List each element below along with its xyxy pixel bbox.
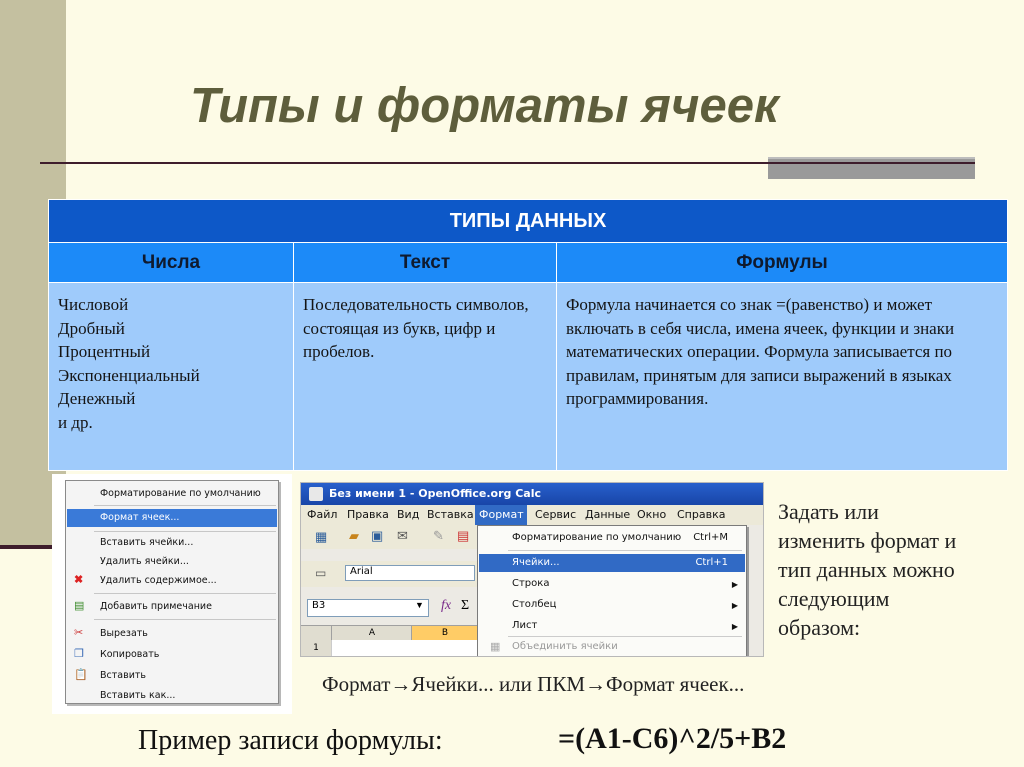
- submenu-arrow-icon: ▶: [731, 622, 738, 631]
- column-text: Текст: [294, 243, 557, 283]
- context-menu: [65, 480, 279, 704]
- formatting-toolbar: [301, 561, 477, 587]
- menu-separator: [508, 550, 742, 551]
- sum-icon[interactable]: Σ: [461, 598, 470, 613]
- font-name-field[interactable]: Arial: [345, 565, 475, 581]
- menu-tools[interactable]: Сервис: [535, 508, 577, 521]
- ctx-item-insert-cells[interactable]: Вставить ячейки...: [100, 537, 194, 548]
- menu-edit[interactable]: Правка: [347, 508, 389, 521]
- save-icon[interactable]: ▣: [371, 528, 384, 543]
- title-rule-accent: [768, 157, 975, 179]
- numbers-line: Экспоненциальный: [58, 365, 200, 385]
- menu-separator: [508, 636, 742, 637]
- ctx-item-default-format[interactable]: Форматирование по умолчанию: [100, 488, 261, 499]
- ctx-item-add-comment[interactable]: Добавить примечание: [100, 601, 212, 612]
- shortcut-ctrl-1: Ctrl+1: [695, 557, 728, 568]
- side-note-line: изменить формат и: [778, 528, 957, 553]
- format-menu-sheet[interactable]: Лист: [512, 620, 538, 631]
- format-menu-merge: Объединить ячейки: [512, 641, 618, 652]
- ctx-item-clear-contents[interactable]: Удалить содержимое...: [100, 575, 217, 586]
- edit-icon[interactable]: ✎: [433, 528, 444, 543]
- app-icon: [309, 487, 323, 501]
- example-label: Пример записи формулы:: [138, 725, 443, 756]
- function-wizard-icon[interactable]: fx: [441, 598, 452, 613]
- styles-icon[interactable]: ▭: [315, 566, 327, 580]
- side-note-line: образом:: [778, 615, 861, 640]
- window-title: Без имени 1 - OpenOffice.org Calc: [329, 487, 542, 500]
- column-header-b[interactable]: B: [411, 626, 478, 640]
- side-note-line: Задать или: [778, 499, 879, 524]
- mail-icon[interactable]: ✉: [397, 528, 408, 543]
- menu-insert[interactable]: Вставка: [427, 508, 474, 521]
- numbers-line: Денежный: [58, 389, 136, 408]
- merge-cells-icon: ▦: [490, 641, 501, 653]
- paste-icon: 📋: [74, 669, 88, 681]
- openoffice-screenshot: [300, 482, 764, 657]
- ctx-item-paste-special[interactable]: Вставить как...: [100, 690, 176, 701]
- formulas-cell: Формула начинается со знак =(равенство) и может включать в себя числа, имена ячеек, функции и знаки математических операции. Формула записывается по правилам, принятым для записи выражений в языках программирования.: [557, 283, 1008, 471]
- ctx-item-paste[interactable]: Вставить: [100, 670, 147, 681]
- context-menu-screenshot: [52, 474, 292, 714]
- menu-bar: [301, 505, 763, 525]
- shortcut-ctrl-m: Ctrl+M: [693, 532, 728, 543]
- format-menu-default[interactable]: Форматирование по умолчанию: [512, 532, 682, 543]
- note-icon: ▤: [74, 600, 85, 612]
- numbers-line: и др.: [58, 412, 93, 432]
- slide-title: Типы и форматы ячеек: [190, 79, 779, 133]
- numbers-line: Числовой: [58, 295, 129, 314]
- side-note-line: следующим: [778, 586, 890, 611]
- ctx-item-cut[interactable]: Вырезать: [100, 628, 148, 639]
- column-numbers: Числа: [49, 243, 294, 283]
- menu-format[interactable]: Формат: [479, 508, 524, 521]
- menu-path-caption: Формат→Ячейки... или ПКМ→Формат ячеек...: [322, 672, 745, 696]
- open-icon[interactable]: ▰: [349, 528, 359, 543]
- data-types-table: [48, 199, 1008, 471]
- format-menu-column[interactable]: Столбец: [512, 599, 557, 610]
- side-note: [778, 497, 956, 642]
- menu-help[interactable]: Справка: [677, 508, 726, 521]
- export-pdf-icon[interactable]: ▤: [457, 528, 470, 543]
- standard-toolbar: [301, 525, 477, 549]
- submenu-arrow-icon: ▶: [731, 601, 738, 610]
- ctx-separator: [94, 619, 276, 620]
- copy-icon: ❐: [74, 648, 84, 660]
- side-note-line: тип данных можно: [778, 557, 955, 582]
- submenu-arrow-icon: ▶: [731, 580, 738, 589]
- row-header-1[interactable]: 1: [301, 640, 331, 656]
- menu-data[interactable]: Данные: [585, 508, 631, 521]
- scissors-icon: ✂: [74, 627, 84, 639]
- name-box[interactable]: B3: [307, 599, 429, 617]
- format-menu: [477, 525, 747, 657]
- numbers-line: Процентный: [58, 342, 151, 361]
- format-menu-cells[interactable]: Ячейки...: [512, 557, 560, 568]
- menu-file[interactable]: Файл: [307, 508, 338, 521]
- column-formulas: Формулы: [557, 243, 1008, 283]
- left-rule: [0, 545, 52, 549]
- table-header: ТИПЫ ДАННЫХ: [49, 200, 1008, 243]
- ctx-separator: [94, 531, 276, 532]
- numbers-line: Дробный: [58, 318, 125, 338]
- column-header-row: [301, 625, 477, 640]
- column-header-a[interactable]: A: [331, 626, 412, 640]
- example-formula: =(A1-C6)^2/5+B2: [558, 722, 787, 755]
- ctx-separator: [94, 505, 276, 506]
- ctx-item-copy[interactable]: Копировать: [100, 649, 160, 660]
- menu-window[interactable]: Окно: [637, 508, 667, 521]
- chevron-down-icon[interactable]: ▼: [415, 600, 424, 610]
- ctx-item-format-cells[interactable]: Формат ячеек...: [100, 512, 180, 523]
- window-titlebar: [301, 483, 763, 505]
- format-menu-row[interactable]: Строка: [512, 578, 550, 589]
- cell-area[interactable]: [331, 640, 478, 656]
- numbers-cell: [49, 283, 294, 471]
- text-cell: Последовательность символов, состоящая из букв, цифр и пробелов.: [294, 283, 557, 471]
- red-x-icon: ✖: [74, 574, 84, 586]
- menu-view[interactable]: Вид: [397, 508, 420, 521]
- ctx-separator: [94, 593, 276, 594]
- ctx-item-delete-cells[interactable]: Удалить ячейки...: [100, 556, 189, 567]
- title-rule: [40, 162, 975, 164]
- new-doc-icon[interactable]: ▦: [315, 529, 328, 544]
